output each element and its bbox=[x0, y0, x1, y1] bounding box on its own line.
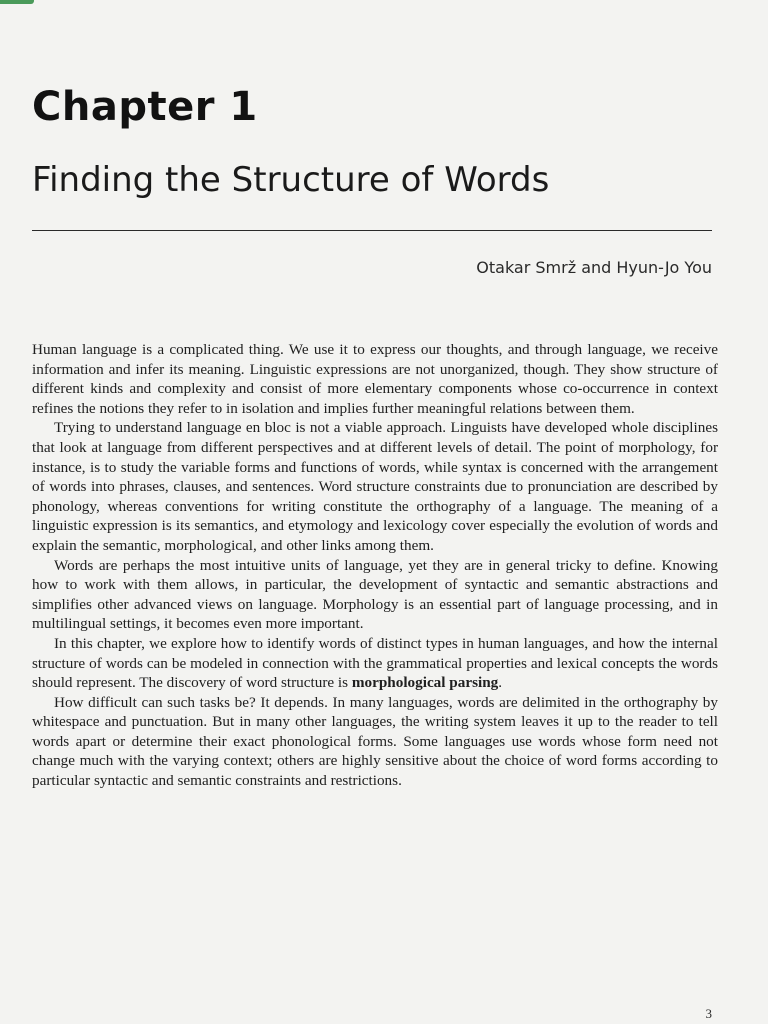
chapter-title: Finding the Structure of Words bbox=[32, 160, 550, 200]
page-corner-mark bbox=[0, 0, 34, 4]
paragraph-chapter-scope bbox=[32, 634, 718, 693]
chapter-label: Chapter 1 bbox=[32, 84, 258, 130]
paragraph-disciplines: Trying to understand language en bloc is not a viable approach. Linguists have developed whole disciplines that look at language from different perspectives and at different levels of detail. The point of morphology, for instance, is to study the variable forms and functions of words, while syntax is concerned with the arrangement of words into phrases, clauses, and sentences. Word structure constraints due to pronunciation are described by phonology, whereas conventions for writing constitute the orthography of a language. The meaning of a linguistic expression is its semantics, and etymology and lexicology cover especially the evolution of words and explain the semantic, morphological, and other links among them. bbox=[32, 419, 718, 554]
chapter-body bbox=[32, 340, 718, 791]
paragraph-difficulty: How difficult can such tasks be? It depends. In many languages, words are delimited in the orthography by whitespace and punctuation. But in many other languages, the writing system leaves it up to the reader to tell words apart or determine their exact phonological forms. Some languages use words whose form need not change much with the varying context; others are highly sensitive about the choice of word forms according to particular syntactic and semantic constraints and restrictions. bbox=[32, 693, 718, 790]
chapter-authors: Otakar Smrž and Hyun-Jo You bbox=[476, 258, 712, 277]
page-number: 3 bbox=[705, 1006, 712, 1021]
paragraph-intro: Human language is a complicated thing. We use it to express our thoughts, and through language, we receive information and infer its meaning. Linguistic expressions are not unorganized, though. They show structure of different kinds and complexity and consist of more elementary components whose co-occurrence in context refines the notions they refer to in isolation and implies further meaningful relations between them. bbox=[32, 341, 718, 417]
paragraph-chapter-scope-text: In this chapter, we explore how to identify words of distinct types in human languages, and how the internal structure of words can be modeled in connection with the grammatical properties and lexical concepts the words should represent. The discovery of word structure is bbox=[32, 634, 718, 692]
term-morphological-parsing: morphological parsing bbox=[351, 674, 499, 692]
paragraph-chapter-scope-end: . bbox=[498, 674, 503, 692]
title-divider bbox=[32, 230, 712, 231]
paragraph-words: Words are perhaps the most intuitive units of language, yet they are in general tricky to define. Knowing how to work with them allows, in particular, the development of syntactic and semantic abstractions and simplifies other advanced views on language. Morphology is an essential part of language processing, and in multilingual settings, it becomes even more important. bbox=[32, 556, 718, 633]
